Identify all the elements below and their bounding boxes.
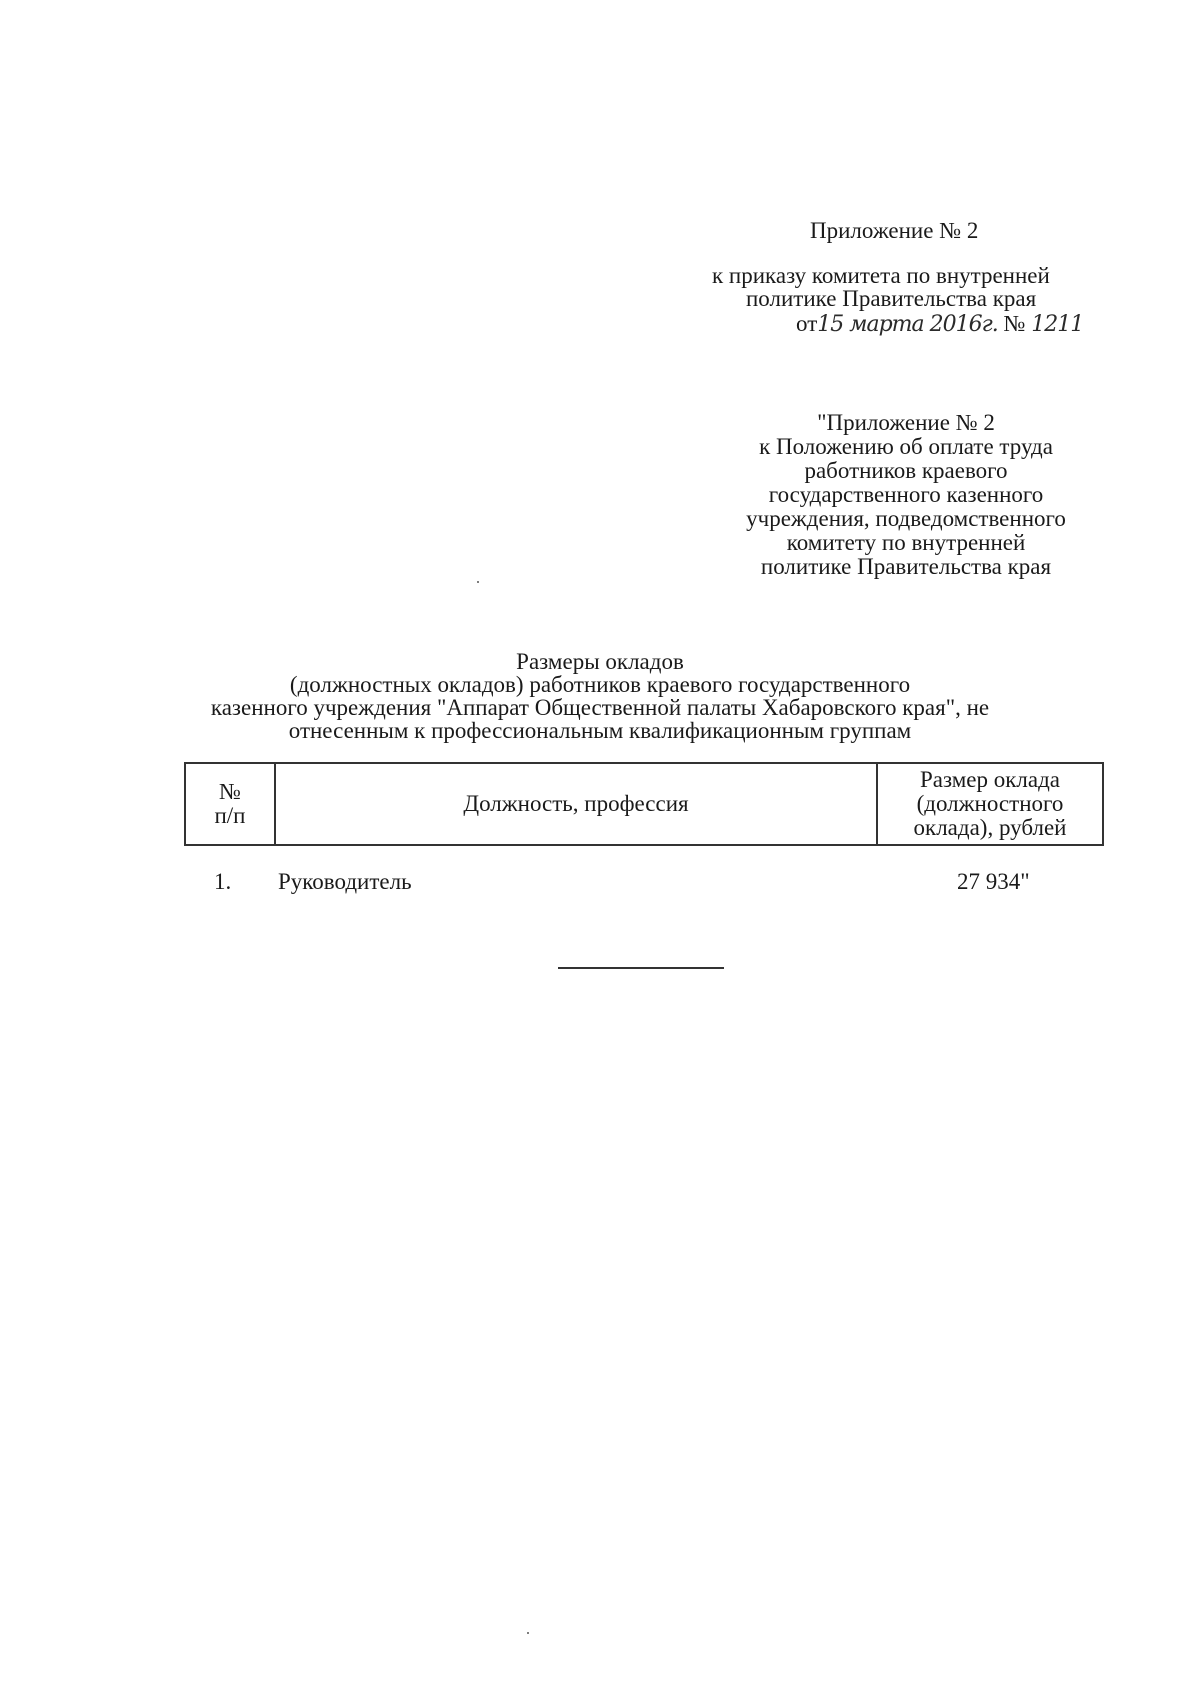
handwritten-number: 1211 <box>1031 312 1084 337</box>
header-number-line2: п/п <box>214 803 246 828</box>
row-position: Руководитель <box>278 869 412 894</box>
regulation-line-5: учреждения, подведомственного <box>746 506 1066 531</box>
header-salary <box>877 763 1103 845</box>
regulation-line-7: политике Правительства края <box>760 554 1052 579</box>
closing-divider <box>558 967 724 969</box>
regulation-line-6: комитету по внутренней <box>786 530 1026 555</box>
header-number <box>185 763 275 845</box>
salary-table <box>184 762 1104 846</box>
row-number: 1. <box>214 869 232 894</box>
order-attachment-line1: к приказу комитета по внутренней <box>712 263 1050 288</box>
header-salary-line3: оклада), рублей <box>913 815 1067 840</box>
heading-line-4: отнесенным к профессиональным квалификационным группам <box>288 718 912 743</box>
heading-line-1: Размеры окладов <box>516 649 684 674</box>
row-salary: 27 934" <box>957 869 1030 894</box>
handwritten-date: 15 марта 2016г. <box>817 312 998 337</box>
order-attachment-title: Приложение № 2 <box>810 218 979 243</box>
heading-line-3: казенного учреждения "Аппарат Общественной палаты Хабаровского края", не <box>210 695 990 720</box>
header-salary-line2: (должностного <box>916 791 1064 816</box>
regulation-line-4: государственного казенного <box>768 482 1044 507</box>
regulation-line-2: к Положению об оплате труда <box>759 434 1053 459</box>
regulation-line-1: "Приложение № 2 <box>817 410 995 435</box>
scan-speck <box>477 581 479 583</box>
order-date-line <box>796 312 1083 337</box>
heading-line-2: (должностных окладов) работников краевого государственного <box>289 672 911 697</box>
number-prefix: № <box>1003 311 1026 336</box>
date-prefix: от <box>796 311 818 336</box>
scan-speck <box>527 1632 529 1634</box>
regulation-line-3: работников краевого <box>804 458 1008 483</box>
header-position: Должность, профессия <box>275 763 877 845</box>
header-salary-line1: Размер оклада <box>919 767 1061 792</box>
order-attachment-line2: политике Правительства края <box>746 286 1037 311</box>
table-header-row <box>185 763 1103 845</box>
header-number-line1: № <box>219 779 241 804</box>
